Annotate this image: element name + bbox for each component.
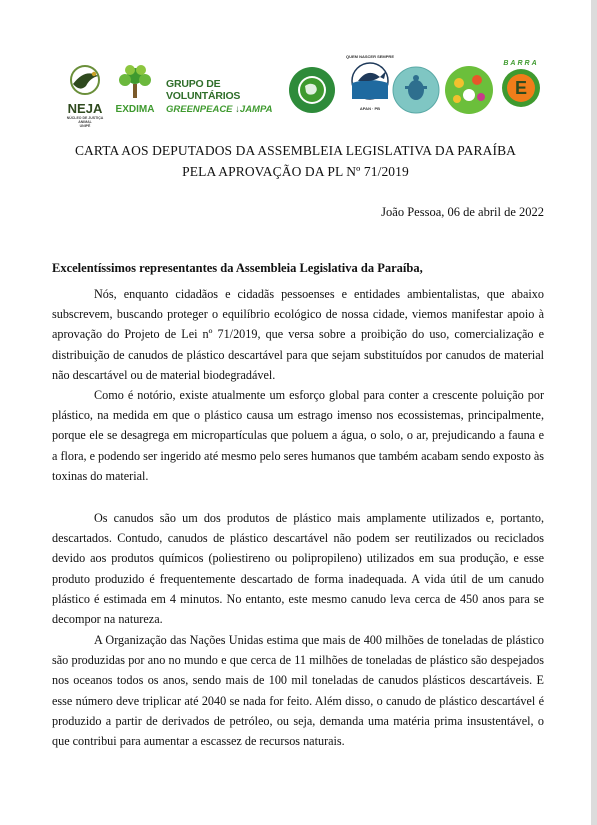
paragraph-2: Como é notório, existe atualmente um esforço global para conter a crescente poluição por plástico, na medida em que o plástico causa um estrago imenso nos ecossistemas, principalmente, porque ele se desagrega em micropartículas que poluem a água, o solo, o ar, prejudicando a fauna e a flora, e podendo ser ingerido até mesmo pelo seres humanos que também acabam sendo exposto às toxinas do material. [52,388,544,483]
jampa-word: JAMPA [239,104,273,115]
turtle-circle-logo [392,66,440,119]
letter-date: João Pessoa, 06 de abril de 2022 [381,205,544,219]
barra-letter: E [514,78,527,98]
greenpeace-line1: GRUPO DE VOLUNTÁRIOS [166,78,241,102]
logos-row [60,54,550,128]
apan-logo [344,54,396,111]
greenpeace-line2 [166,104,278,115]
letter-title-line2: PELA APROVAÇÃO DA PL Nº 71/2019 [182,164,409,179]
exdima-name: EXDIMA [115,104,155,115]
salutation: Excelentíssimos representantes da Assembleia Legislativa da Paraíba, [52,261,423,275]
greenpeace-volunteers-logo [166,78,278,115]
apan-top-text: QUEM NASCER SEMPRE [345,54,394,59]
neja-unipe: UNIPÊ [79,124,91,128]
greenpeace-word: GREENPEACE [166,104,233,115]
flowers-circle-logo [444,65,494,120]
neja-logo [60,62,110,128]
paragraph-1: Nós, enquanto cidadãos e cidadãs pessoenses e entidades ambientalistas, que abaixo subscrevem, buscando proteger o equilíbrio ecológico de nossa cidade, viemos manifestar apoio à aprovação do Projeto de Lei nº 71/2019, que versa sobre a proibição do uso, comercialização e distribuição de canudos de plástico descartável para que sejam substituídos por canudos de material não descartável ou de material biodegradável. [52,287,544,382]
flowers-icon [444,65,494,115]
arrow-icon: ↓ [232,104,240,115]
greve-pelo-clima-logo [288,66,336,119]
neja-subtitle: NÚCLEO DE JUSTIÇA ANIMAL [66,116,104,124]
barra-logo [500,60,542,114]
whale-icon [344,59,396,105]
paragraph-3: Os canudos são um dos produtos de plástico mais amplamente utilizados e, portanto, descartados. Contudo, canudos de plástico descartável não podem ser reutilizados ou reciclados devido aos produtos químicos (poliestireno ou polipropileno) utilizados em sua produção, e esse produto produzido é frequentemente descartado de forma inadequada. A vida útil de um canudo plástico é estimada em 4 minutos. No entanto, este mesmo canudo leva cerca de 450 anos para se decompor na natureza. [52,511,544,627]
globe-badge-icon [288,66,336,114]
turtle-icon [392,66,440,114]
neja-emblem-icon [60,62,110,102]
letter-title-line1: CARTA AOS DEPUTADOS DA ASSEMBLEIA LEGISLATIVA DA PARAÍBA [74,143,517,158]
page-edge [591,0,597,825]
neja-name: NEJA [67,101,103,116]
tree-icon [112,62,158,100]
exdima-logo [112,62,158,115]
apan-bottom-text: APAN · PB [359,106,381,111]
barra-text: BARRA [503,60,539,67]
paragraph-4: A Organização das Nações Unidas estima que mais de 400 milhões de toneladas de plástico são produzidas por ano no mundo e que cerca de 11 milhões de toneladas de plástico são despejados nos oceanos todos os anos, sendo mais de 100 mil toneladas de canudos plásticos descartáveis. E esse número deve triplicar até 2040 se nada for feito. Além disso, o canudo de plástico descartável é produzido a partir de derivados de petróleo, ou seja, demanda uma matéria prima insustentável, o que contribui para aumentar a escassez de recursos naturais. [52,633,544,749]
